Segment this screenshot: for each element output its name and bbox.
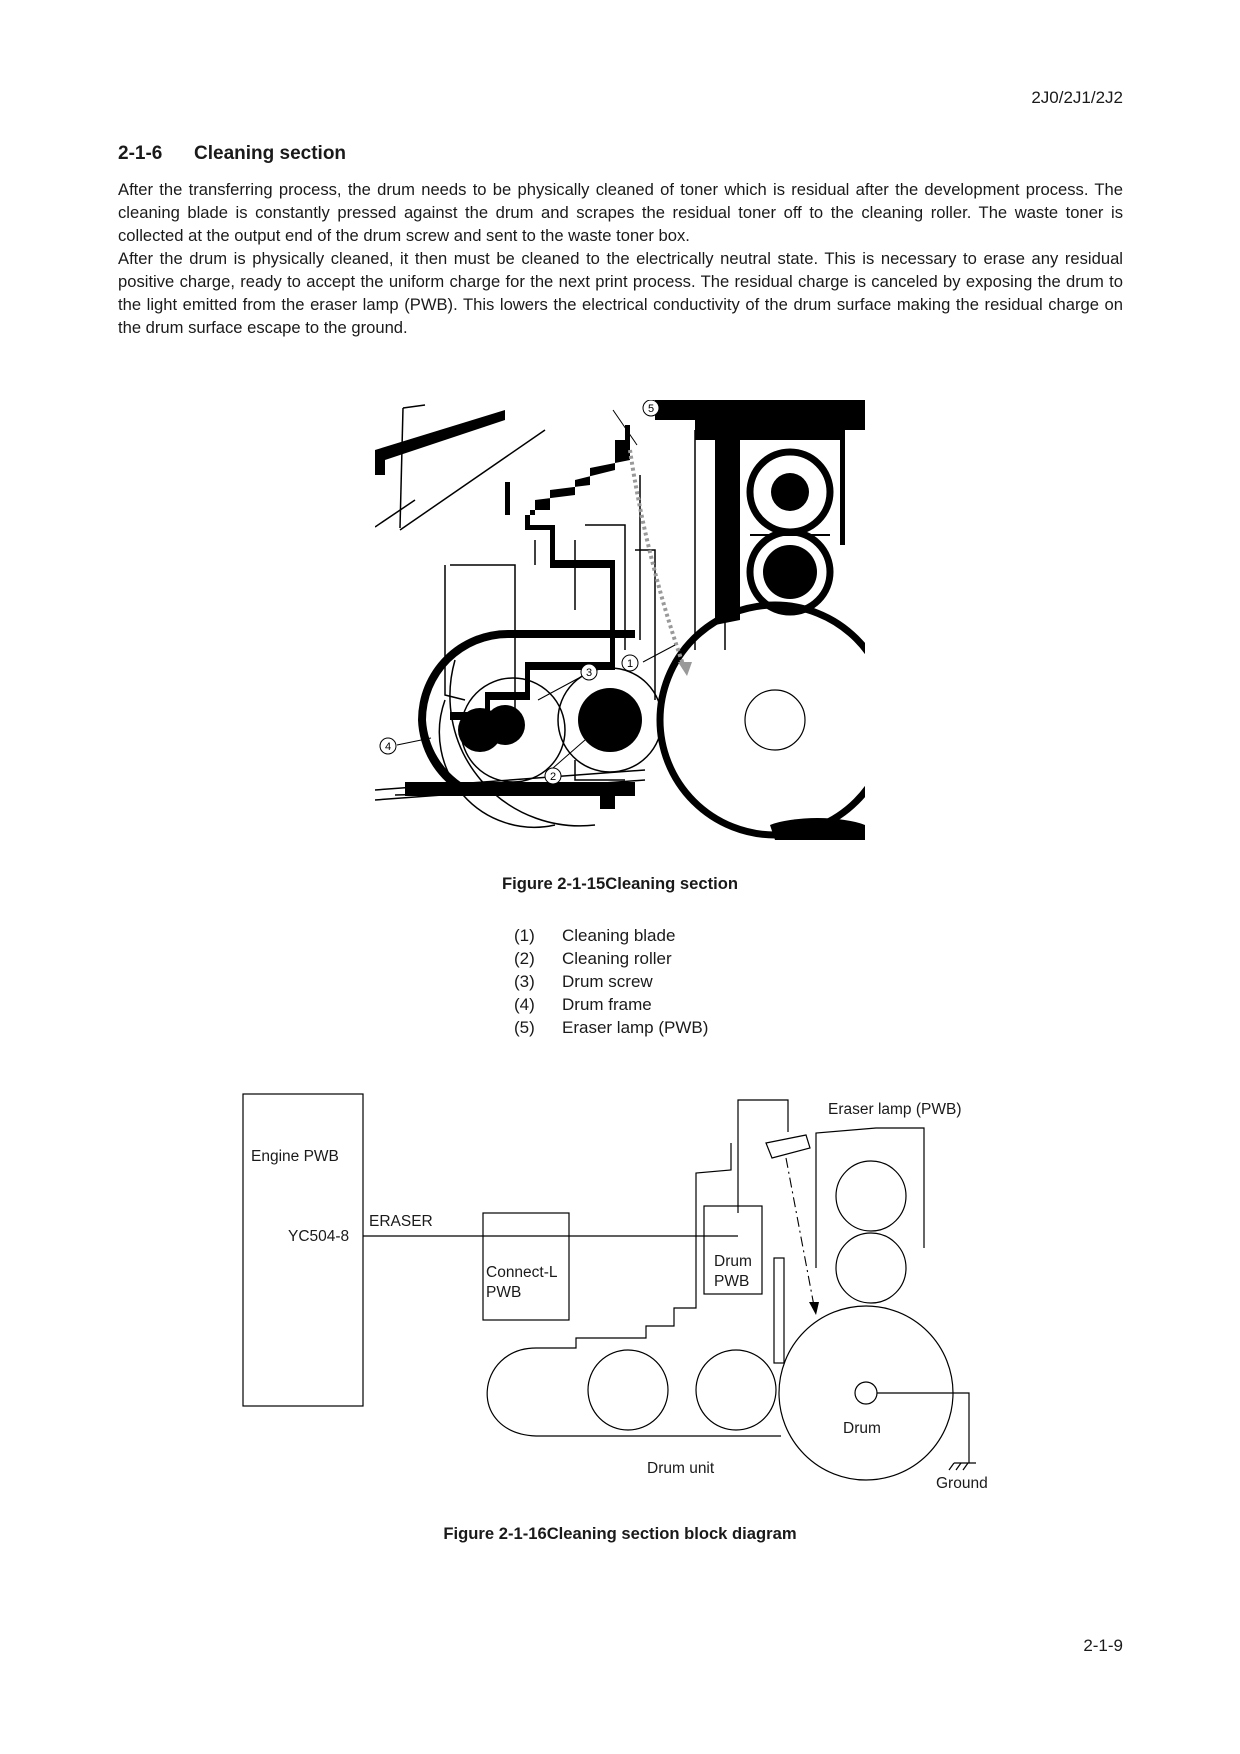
legend-item bbox=[514, 1016, 708, 1039]
engine-pwb-box bbox=[243, 1094, 363, 1406]
cleaning-section-illustration bbox=[375, 400, 865, 850]
legend-label: Drum screw bbox=[562, 972, 653, 991]
legend-item bbox=[514, 970, 708, 993]
eraser-lamp-label: Eraser lamp (PWB) bbox=[828, 1101, 962, 1118]
page-number: 2-1-9 bbox=[1083, 1636, 1123, 1655]
callout-2 bbox=[545, 768, 561, 784]
callout-4 bbox=[380, 738, 396, 754]
eraser-lamp-symbol bbox=[766, 1135, 810, 1158]
drum-pwb-pwb-label: PWB bbox=[714, 1273, 750, 1290]
block-diagram-figure bbox=[236, 1088, 1006, 1513]
legend-label: Cleaning roller bbox=[562, 949, 672, 968]
drum-unit-label: Drum unit bbox=[647, 1460, 715, 1477]
svg-text:1: 1 bbox=[626, 658, 634, 670]
legend-index: (4) bbox=[514, 995, 535, 1014]
legend-item bbox=[514, 947, 708, 970]
paragraph: After the transferring process, the drum needs to be physically cleaned of toner which is residual after the development process. The cleaning blade is constantly pressed against the drum and scrapes the residual toner off to the cleaning roller. The waste toner is collected at the output end of the drum screw and sent to the waste toner box. bbox=[118, 180, 1123, 245]
section-heading bbox=[118, 143, 346, 165]
figure-caption: Figure 2-1-15Cleaning section bbox=[501, 874, 739, 893]
svg-text:3: 3 bbox=[585, 667, 593, 679]
engine-pwb-label: Engine PWB bbox=[251, 1148, 339, 1165]
svg-text:4: 4 bbox=[384, 741, 392, 753]
connect-l-label: Connect-L bbox=[486, 1264, 558, 1281]
legend-item bbox=[514, 924, 708, 947]
drum-pwb-label: Drum bbox=[714, 1253, 752, 1270]
callout-1 bbox=[622, 655, 638, 671]
section-number: 2-1-6 bbox=[118, 143, 163, 164]
legend-index: (3) bbox=[514, 972, 535, 991]
legend-index: (5) bbox=[514, 1018, 535, 1037]
yc504-label: YC504-8 bbox=[288, 1228, 350, 1245]
cleaning-section-figure bbox=[375, 400, 865, 850]
legend-item bbox=[514, 993, 708, 1016]
callout-5 bbox=[643, 400, 659, 416]
svg-text:2: 2 bbox=[549, 771, 557, 783]
legend-label: Cleaning blade bbox=[562, 926, 676, 945]
ground-label: Ground bbox=[936, 1475, 988, 1492]
drum-label: Drum bbox=[843, 1420, 881, 1437]
figure-caption: Figure 2-1-16Cleaning section block diagram bbox=[443, 1524, 797, 1543]
callout-3 bbox=[581, 664, 597, 680]
cleaning-block-diagram bbox=[236, 1088, 1006, 1513]
eraser-signal-label: ERASER bbox=[369, 1213, 433, 1230]
svg-text:5: 5 bbox=[647, 403, 655, 415]
paragraph: After the drum is physically cleaned, it then must be cleaned to the electrically neutral state. This is necessary to erase any residual positive charge, ready to accept the uniform charge for the next print process. The residual charge is canceled by exposing the drum to the light emitted from the eraser lamp (PWB). This lowers the electrical conductivity of the drum surface making the residual charge on the drum surface escape to the ground. bbox=[118, 249, 1123, 337]
section-title: Cleaning section bbox=[194, 143, 347, 164]
legend-index: (1) bbox=[514, 926, 535, 945]
connect-l-pwb-label: PWB bbox=[486, 1284, 522, 1301]
legend-label: Drum frame bbox=[562, 995, 652, 1014]
legend-index: (2) bbox=[514, 949, 535, 968]
legend-label: Eraser lamp (PWB) bbox=[562, 1018, 709, 1037]
parts-legend bbox=[514, 924, 708, 1039]
section-body bbox=[118, 178, 1123, 339]
document-code: 2J0/2J1/2J2 bbox=[1031, 88, 1123, 107]
